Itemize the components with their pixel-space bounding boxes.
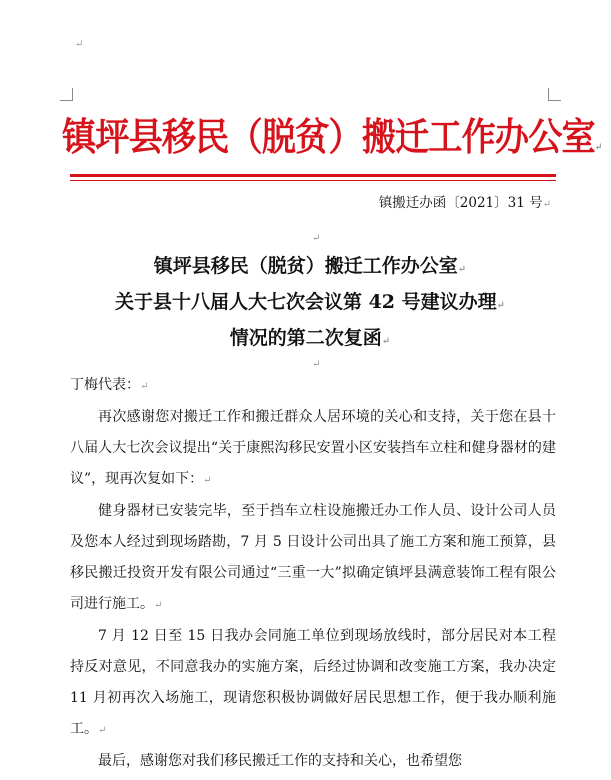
title-line: 情况的第二次复函↵ — [229, 327, 391, 349]
crop-mark-top-left — [60, 88, 73, 101]
body-paragraph: 7 月 12 日至 15 日我办会同施工单位到现场放线时，部分居民对本工程持反对意见，不同意我办的实施方案，后经过协调和改变施工方案，我办决定 11 月初再次入场施工，现请您积极协调做好居民思想工作，便于我办顺利施工。↵ — [70, 628, 556, 737]
document-number: 镇搬迁办函〔2021〕31 号↵ — [378, 195, 551, 211]
salutation: 丁梅代表：↵ — [70, 377, 149, 393]
paragraph-mark: ↵ — [312, 359, 321, 370]
document-title — [60, 250, 560, 358]
red-header-rule-thin — [70, 180, 556, 181]
paragraph-mark: ↵ — [75, 39, 84, 50]
paragraph-mark: ↵ — [312, 233, 321, 244]
body-paragraph: 健身器材已安装完毕，至于挡车立柱设施搬迁办工作人员、设计公司人员及您本人经过到现场踏勘，7 月 5 日设计公司出具了施工方案和施工预算，县移民搬迁投资开发有限公司通过“三重一大”拟确定镇坪县满意装饰工程有限公司进行施工。↵ — [70, 503, 556, 612]
crop-mark-top-right — [548, 88, 561, 101]
body-paragraph: 最后，感谢您对我们移民搬迁工作的支持和关心，也希望您 — [98, 753, 462, 769]
body-paragraph: 再次感谢您对搬迁工作和搬迁群众人居环境的关心和支持，关于您在县十八届人大七次会议提出“关于康熙沟移民安置小区安装挡车立柱和健身器材的建议”，现再次复如下：↵ — [70, 409, 556, 487]
red-header-rule-thick — [70, 174, 556, 177]
red-header-title: 镇坪县移民（脱贫）搬迁工作办公室↵ — [62, 114, 602, 159]
title-line: 镇坪县移民（脱贫）搬迁工作办公室↵ — [153, 255, 467, 277]
title-line: 关于县十八届人大七次会议第 42 号建议办理↵ — [114, 291, 506, 313]
letter-body — [70, 370, 556, 777]
